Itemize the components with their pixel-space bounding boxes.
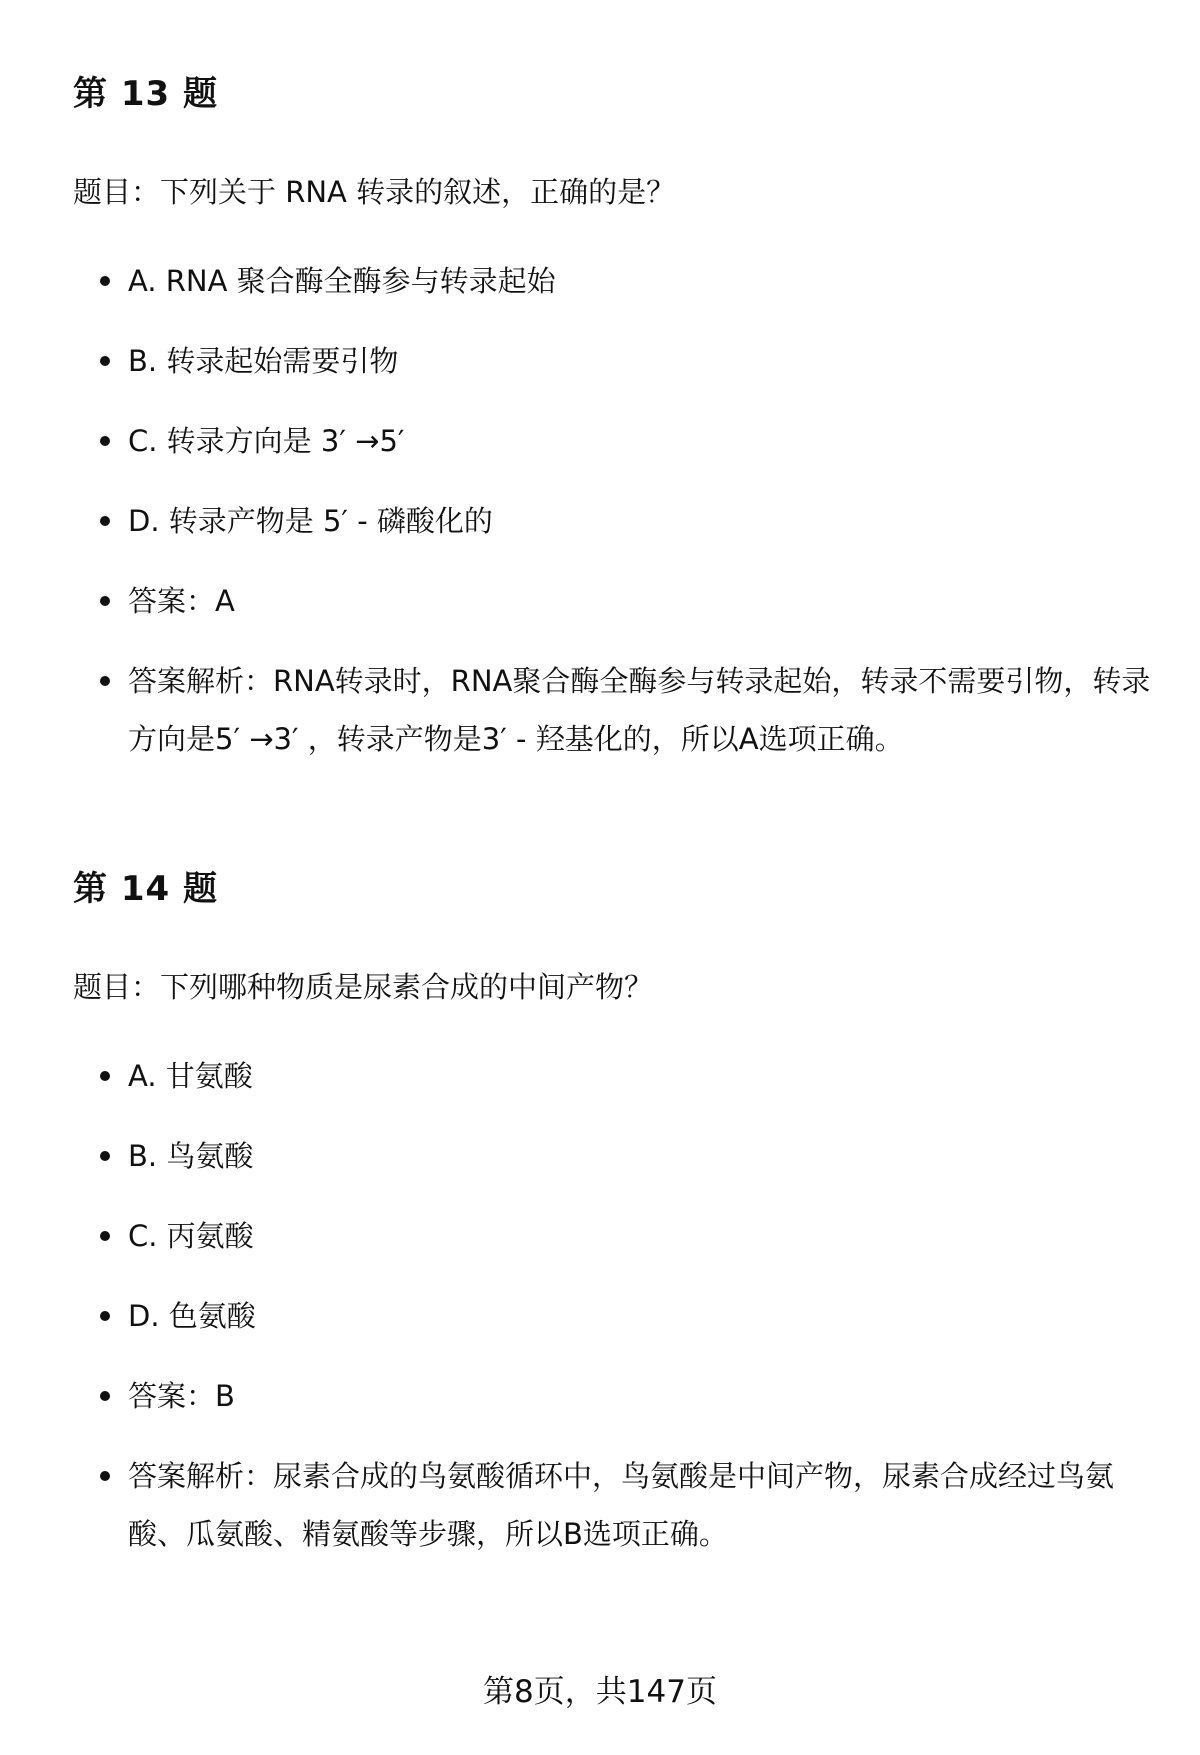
question-14: [73, 867, 1153, 1551]
answer-text: 答案：B: [128, 1379, 235, 1413]
option-text: C. 转录方向是 3′ →5′: [128, 424, 405, 458]
question-title: 第 13 题: [73, 74, 218, 114]
bullet-icon: [100, 676, 110, 686]
option-text: D. 色氨酸: [128, 1299, 256, 1333]
option-text: A. 甘氨酸: [128, 1059, 253, 1093]
option-text: C. 丙氨酸: [128, 1219, 254, 1253]
question-stem: 题目：下列哪种物质是尿素合成的中间产物？: [73, 970, 654, 1004]
bullet-icon: [100, 596, 110, 606]
answer-text: 答案：A: [128, 584, 235, 618]
bullet-icon: [100, 276, 110, 286]
option-text: B. 转录起始需要引物: [128, 344, 399, 378]
page-number: 第8页，共147页: [483, 1674, 717, 1710]
option-text: B. 鸟氨酸: [128, 1139, 254, 1173]
analysis-text: 答案解析：尿素合成的鸟氨酸循环中，鸟氨酸是中间产物，尿素合成经过鸟氨酸、瓜氨酸、精氨酸等步骤，所以B选项正确。: [128, 1459, 1115, 1551]
bullet-icon: [100, 516, 110, 526]
option-text: D. 转录产物是 5′ - 磷酸化的: [128, 504, 493, 538]
bullet-icon: [100, 436, 110, 446]
bullet-icon: [100, 1231, 110, 1241]
question-13: [73, 72, 1153, 756]
bullet-icon: [100, 1391, 110, 1401]
question-title: 第 14 题: [73, 869, 218, 909]
question-stem: 题目：下列关于 RNA 转录的叙述，正确的是？: [73, 175, 676, 209]
analysis-text: 答案解析：RNA转录时，RNA聚合酶全酶参与转录起始，转录不需要引物，转录方向是5′ →3′ ，转录产物是3′ - 羟基化的，所以A选项正确。: [128, 664, 1151, 756]
bullet-icon: [100, 356, 110, 366]
bullet-icon: [100, 1471, 110, 1481]
bullet-icon: [100, 1071, 110, 1081]
bullet-icon: [100, 1151, 110, 1161]
option-text: A. RNA 聚合酶全酶参与转录起始: [128, 264, 556, 298]
bullet-icon: [100, 1311, 110, 1321]
